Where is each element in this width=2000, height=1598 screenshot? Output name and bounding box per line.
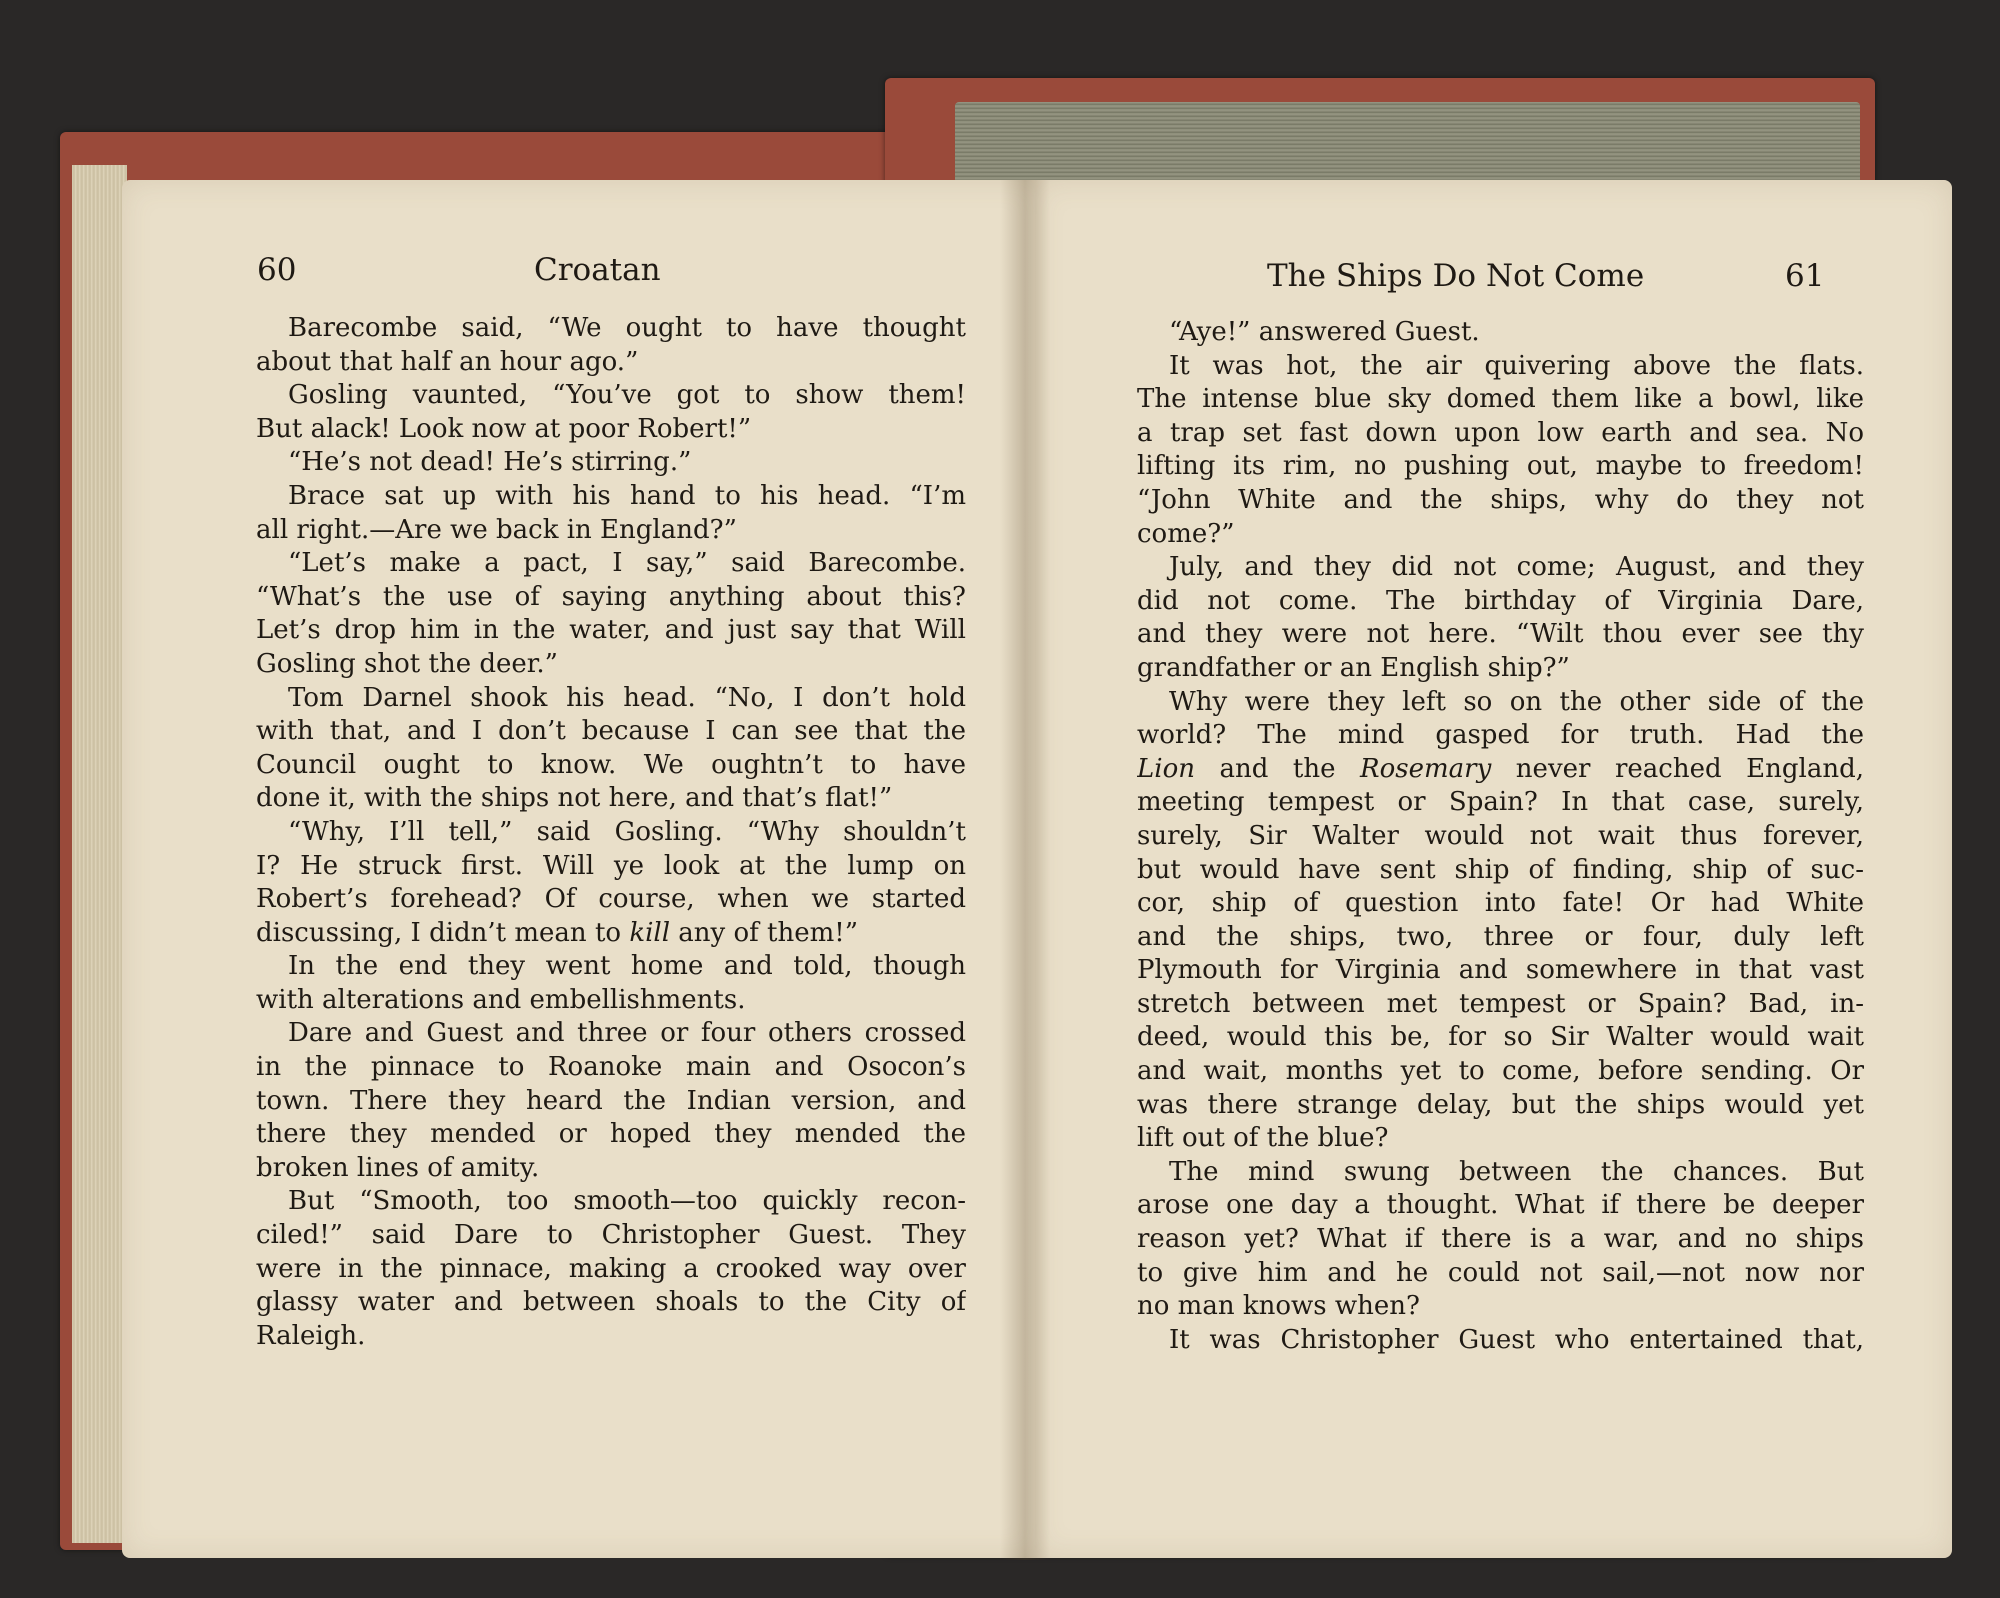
left-text-line: with that, and I don’t because I can see that the (256, 716, 966, 747)
left-text-line: in the pinnace to Roanoke main and Osocon’s (256, 1052, 966, 1083)
left-text-line: with alterations and embellishments. (256, 984, 746, 1015)
left-text-line: Dare and Guest and three or four others crossed (288, 1018, 966, 1049)
right-text-line: July, and they did not come; August, and they (1169, 552, 1864, 583)
left-text-line: Gosling vaunted, “You’ve got to show them! (288, 380, 966, 411)
right-text-line: no man knows when? (1137, 1291, 1420, 1322)
left-running-head: Croatan (534, 252, 661, 288)
right-text-line: Why were they left so on the other side of the (1169, 686, 1864, 717)
left-text-line: Tom Darnel shook his head. “No, I don’t hold (288, 682, 966, 713)
left-page-text (256, 312, 966, 1353)
right-page-number: 61 (1785, 258, 1825, 294)
left-text-line: were in the pinnace, making a crooked way over (256, 1253, 966, 1284)
right-page (1035, 180, 1952, 1558)
left-text-line: there they mended or hoped they mended the (256, 1119, 966, 1150)
left-text-line: done it, with the ships not here, and that’s flat!” (256, 783, 893, 814)
left-text-line: Barecombe said, “We ought to have thought (288, 313, 966, 343)
right-text-line: come?” (1137, 518, 1235, 549)
left-text-line: But alack! Look now at poor Robert!” (256, 413, 752, 444)
left-text-line: I? He struck first. Will ye look at the lump on (256, 850, 966, 881)
right-text-line: deed, would this be, for so Sir Walter would wait (1137, 1022, 1864, 1053)
right-text-line: cor, ship of question into fate! Or had White (1137, 888, 1864, 919)
right-page-text (1137, 316, 1864, 1357)
right-text-line: The mind swung between the chances. But (1169, 1156, 1864, 1187)
page-block-left-edge (72, 165, 127, 1543)
left-text-line: about that half an hour ago.” (256, 346, 639, 377)
right-text-line: and they were not here. “Wilt thou ever see thy (1137, 619, 1864, 650)
right-text-line: It was Christopher Guest who entertained that, (1169, 1324, 1864, 1355)
left-text-line: Robert’s forehead? Of course, when we started (256, 884, 966, 915)
left-page (122, 180, 1040, 1558)
right-text-line: meeting tempest or Spain? In that case, surely, (1137, 787, 1864, 818)
right-text-line: stretch between met tempest or Spain? Bad, in- (1137, 988, 1864, 1019)
left-running-header (122, 252, 1040, 304)
right-text-line: to give him and he could not sail,—not now nor (1137, 1257, 1864, 1288)
left-text-line: Brace sat up with his hand to his head. “I’m (288, 480, 966, 511)
book-gutter (1000, 180, 1050, 1560)
left-text-line: “Let’s make a pact, I say,” said Barecombe. (288, 548, 966, 579)
right-text-line: arose one day a thought. What if there be deeper (1137, 1190, 1864, 1221)
right-text-line: but would have sent ship of finding, ship of suc- (1137, 854, 1864, 885)
right-text-line: surely, Sir Walter would not wait thus forever, (1137, 820, 1864, 851)
left-text-line: Let’s drop him in the water, and just say that Will (256, 615, 966, 646)
right-text-line: grandfather or an English ship?” (1137, 652, 1570, 683)
right-running-header (1035, 258, 1952, 310)
left-text-line: But “Smooth, too smooth—too quickly recon- (288, 1186, 966, 1217)
right-text-line: The intense blue sky domed them like a bowl, like (1137, 384, 1864, 415)
right-text-line: “John White and the ships, why do they not (1137, 484, 1864, 515)
left-text-line: discussing, I didn’t mean to kill any of them!” (256, 917, 858, 948)
right-text-line: Plymouth for Virginia and somewhere in that vast (1137, 955, 1864, 986)
left-text-line: all right.—Are we back in England?” (256, 514, 737, 545)
right-text-line: “Aye!” answered Guest. (1169, 317, 1480, 347)
right-running-head: The Ships Do Not Come (1267, 258, 1645, 294)
right-text-line: was there strange delay, but the ships would yet (1137, 1089, 1864, 1120)
left-page-number: 60 (257, 252, 297, 288)
left-text-line: ciled!” said Dare to Christopher Guest. They (256, 1220, 966, 1251)
right-text-line: a trap set fast down upon low earth and sea. No (1137, 417, 1864, 448)
right-text-line: and the ships, two, three or four, duly left (1137, 921, 1864, 952)
right-text-line: world? The mind gasped for truth. Had the (1137, 720, 1864, 751)
left-text-line: In the end they went home and told, though (288, 951, 966, 982)
left-text-line: Council ought to know. We oughtn’t to have (256, 749, 966, 780)
left-text-line: town. There they heard the Indian version, and (256, 1085, 966, 1116)
right-text-line: and wait, months yet to come, before sending. Or (1137, 1056, 1864, 1087)
left-text-line: broken lines of amity. (256, 1152, 540, 1183)
right-text-line: reason yet? What if there is a war, and no ships (1137, 1224, 1864, 1255)
right-text-line: It was hot, the air quivering above the flats. (1169, 350, 1864, 381)
left-text-line: “He’s not dead! He’s stirring.” (288, 447, 692, 478)
left-text-line: glassy water and between shoals to the City of (256, 1287, 966, 1318)
left-text-line: “What’s the use of saying anything about this? (256, 581, 966, 612)
left-text-line: Raleigh. (256, 1320, 366, 1351)
right-text-line: Lion and the Rosemary never reached England, (1137, 753, 1864, 784)
left-text-line: “Why, I’ll tell,” said Gosling. “Why shouldn’t (288, 816, 966, 847)
right-text-line: lifting its rim, no pushing out, maybe to freedom! (1137, 451, 1864, 482)
right-text-line: lift out of the blue? (1137, 1123, 1389, 1154)
right-text-line: did not come. The birthday of Virginia Dare, (1137, 585, 1864, 616)
page-block-top-edge (955, 102, 1860, 180)
left-text-line: Gosling shot the deer.” (256, 648, 558, 679)
